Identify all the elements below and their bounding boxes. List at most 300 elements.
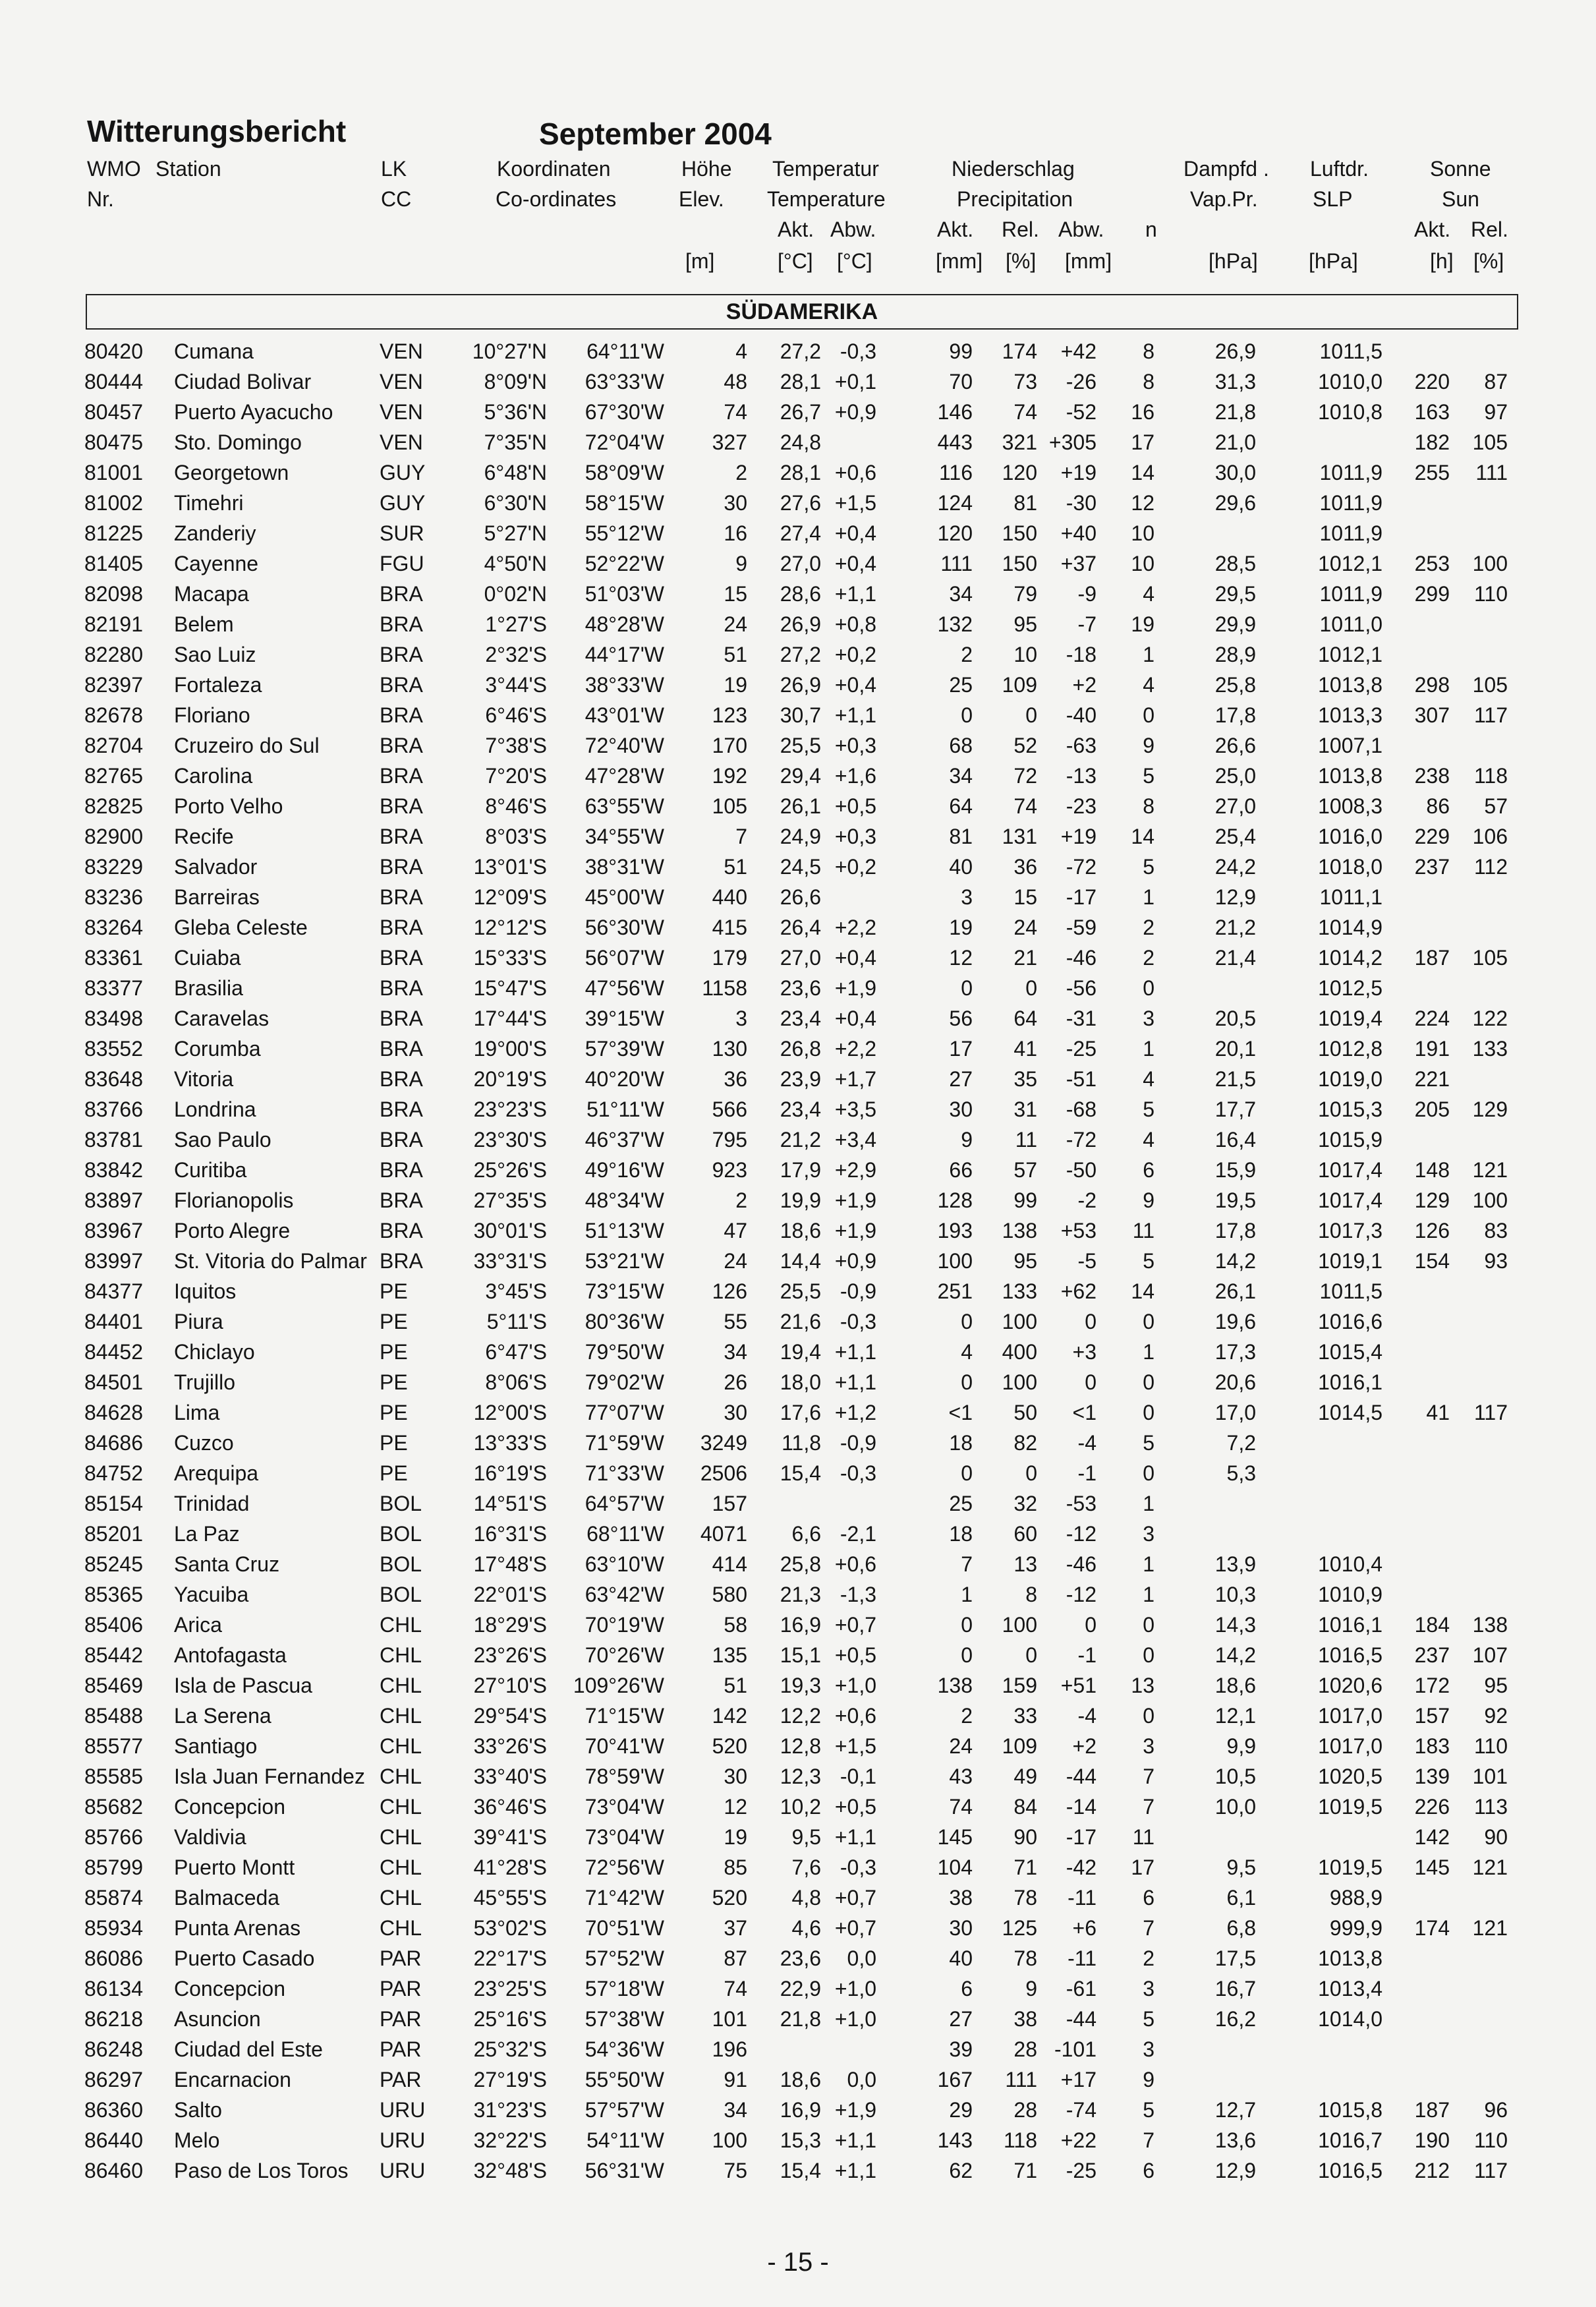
prec-rel-cell: 120 [1002,461,1037,484]
table-row [0,1337,1596,1367]
station-name-cell: Isla Juan Fernandez [174,1765,365,1788]
latitude-cell: 23°25'S [473,1977,547,2000]
sun-akt-cell: 238 [1414,764,1450,788]
prec-abw-cell: -31 [1066,1007,1097,1030]
country-code-cell: BRA [380,855,423,879]
country-code-cell: GUY [380,491,426,515]
longitude-cell: 73°15'W [584,1279,664,1303]
table-row [0,1883,1596,1913]
station-name-cell: Londrina [174,1097,256,1121]
temp-akt-cell: 27,0 [780,946,821,970]
temp-abw-cell: -1,3 [840,1583,876,1606]
prec-akt-cell: 64 [949,794,973,818]
station-name-cell: Concepcion [174,1977,285,2000]
prec-rel-cell: 0 [1025,1461,1037,1485]
temp-abw-cell: +1,0 [834,1674,876,1697]
vapour-pressure-cell: 26,1 [1214,1279,1256,1303]
table-row [0,973,1596,1003]
prec-abw-cell: -44 [1066,2007,1097,2031]
latitude-cell: 15°33'S [473,946,547,970]
latitude-cell: 29°54'S [473,1704,547,1728]
prec-days-cell: 0 [1143,1461,1154,1485]
prec-akt-cell: 2 [961,643,973,666]
table-row [0,1003,1596,1034]
wmo-number-cell: 84501 [84,1370,143,1394]
hdr-temp-abw: Abw. [830,218,876,241]
temp-akt-cell: 30,7 [780,703,821,727]
temp-abw-cell: +0,4 [834,1007,876,1030]
table-row [0,1701,1596,1731]
wmo-number-cell: 85577 [84,1734,143,1758]
prec-rel-cell: 60 [1013,1522,1037,1546]
prec-abw-cell: -25 [1066,2159,1097,2182]
country-code-cell: BRA [380,1128,423,1152]
station-name-cell: Porto Alegre [174,1219,291,1242]
latitude-cell: 22°01'S [473,1583,547,1606]
country-code-cell: PAR [380,1977,422,2000]
title-row [87,113,1537,156]
sun-rel-cell: 83 [1484,1219,1508,1242]
prec-days-cell: 8 [1143,794,1154,818]
station-name-cell: Santa Cruz [174,1552,280,1576]
elevation-cell: 415 [712,916,747,939]
sun-rel-cell: 117 [1473,1401,1508,1424]
sea-level-pressure-cell: 1014,2 [1318,946,1382,970]
sun-rel-cell: 122 [1472,1007,1508,1030]
prec-akt-cell: 2 [961,1704,973,1728]
sun-rel-cell: 92 [1484,1704,1508,1728]
vapour-pressure-cell: 6,8 [1226,1916,1256,1940]
sun-rel-cell: 129 [1472,1097,1508,1121]
latitude-cell: 8°06'S [485,1370,547,1394]
temp-akt-cell: 11,8 [782,1431,821,1455]
table-row [0,518,1596,548]
prec-rel-cell: 49 [1013,1765,1037,1788]
prec-rel-cell: 131 [1002,825,1037,848]
sun-akt-cell: 226 [1414,1795,1450,1819]
elevation-cell: 74 [724,1977,747,2000]
wmo-number-cell: 82704 [84,734,143,757]
vapour-pressure-cell: 28,9 [1214,643,1256,666]
sun-rel-cell: 105 [1472,430,1508,454]
prec-days-cell: 17 [1131,430,1154,454]
elevation-cell: 91 [724,2068,747,2091]
elevation-cell: 30 [724,1765,747,1788]
sun-rel-cell: 117 [1473,2159,1508,2182]
latitude-cell: 8°46'S [485,794,547,818]
table-row [0,609,1596,639]
hdr-elev: Elev. [679,187,724,211]
elevation-cell: 327 [712,430,747,454]
temp-abw-cell: +0,4 [834,673,876,697]
country-code-cell: URU [380,2128,426,2152]
station-name-cell: Concepcion [174,1795,285,1819]
longitude-cell: 70°41'W [584,1734,664,1758]
table-row [0,882,1596,912]
elevation-cell: 923 [712,1158,747,1182]
temp-abw-cell: +0,7 [834,1916,876,1940]
prec-abw-cell: +2 [1072,1734,1097,1758]
region-label: SÜDAMERIKA [726,299,878,324]
prec-days-cell: 3 [1143,1977,1154,2000]
country-code-cell: BOL [380,1492,422,1515]
wmo-number-cell: 84752 [84,1461,143,1485]
station-name-cell: Puerto Casado [174,1946,315,1970]
wmo-number-cell: 83766 [84,1097,143,1121]
sun-akt-cell: 163 [1414,400,1450,424]
station-name-cell: Cayenne [174,552,259,575]
longitude-cell: 71°42'W [584,1886,664,1910]
wmo-number-cell: 81002 [84,491,143,515]
country-code-cell: PE [380,1401,408,1424]
longitude-cell: 52°22'W [584,552,664,575]
temp-akt-cell: 19,4 [780,1340,821,1364]
prec-rel-cell: 159 [1002,1674,1037,1697]
prec-akt-cell: 143 [937,2128,973,2152]
prec-days-cell: 4 [1143,1067,1154,1091]
prec-days-cell: 2 [1143,916,1154,939]
prec-rel-cell: 15 [1013,885,1037,909]
station-name-cell: Yacuiba [174,1583,249,1606]
prec-abw-cell: -59 [1066,916,1097,939]
prec-rel-cell: 50 [1013,1401,1037,1424]
prec-akt-cell: 0 [961,1643,973,1667]
table-row [0,1064,1596,1094]
prec-rel-cell: 100 [1002,1370,1037,1394]
longitude-cell: 56°30'W [584,916,664,939]
country-code-cell: CHL [380,1916,422,1940]
temp-akt-cell: 28,1 [780,461,821,484]
prec-abw-cell: -42 [1066,1855,1097,1879]
prec-rel-cell: 321 [1002,430,1037,454]
temp-abw-cell: -0,3 [840,339,876,363]
hdr-prec-rel-unit: [%] [1006,249,1037,273]
elevation-cell: 24 [724,1249,747,1273]
prec-abw-cell: -50 [1066,1158,1097,1182]
sun-akt-cell: 212 [1414,2159,1450,2182]
prec-akt-cell: 145 [937,1825,973,1849]
station-name-cell: Timehri [174,491,244,515]
prec-abw-cell: -1 [1077,1461,1097,1485]
country-code-cell: BRA [380,703,423,727]
temp-akt-cell: 23,6 [780,1946,821,1970]
table-row [0,1519,1596,1549]
temp-abw-cell: +1,1 [834,2159,876,2182]
latitude-cell: 2°32'S [485,643,547,666]
elevation-cell: 74 [724,400,747,424]
prec-abw-cell: +37 [1060,552,1097,575]
prec-rel-cell: 0 [1025,1643,1037,1667]
prec-rel-cell: 111 [1005,2068,1037,2091]
elevation-cell: 105 [712,794,747,818]
temp-abw-cell: +2,2 [834,916,876,939]
latitude-cell: 7°35'N [484,430,547,454]
temp-abw-cell: -0,3 [840,1310,876,1333]
wmo-number-cell: 83781 [84,1128,143,1152]
hdr-sonne: Sonne [1430,157,1491,181]
temp-abw-cell: +0,8 [834,612,876,636]
temp-akt-cell: 25,8 [780,1552,821,1576]
wmo-number-cell: 86218 [84,2007,143,2031]
longitude-cell: 79°02'W [584,1370,664,1394]
prec-days-cell: 19 [1131,612,1154,636]
hdr-sun-akt-unit: [h] [1430,249,1454,273]
station-name-cell: Cumana [174,339,254,363]
prec-abw-cell: -72 [1066,855,1097,879]
latitude-cell: 14°51'S [473,1492,547,1515]
vapour-pressure-cell: 14,2 [1214,1249,1256,1273]
sea-level-pressure-cell: 1015,9 [1318,1128,1382,1152]
prec-abw-cell: +51 [1060,1674,1097,1697]
prec-rel-cell: 90 [1013,1825,1037,1849]
elevation-cell: 16 [724,521,747,545]
wmo-number-cell: 83648 [84,1067,143,1091]
country-code-cell: BOL [380,1522,422,1546]
wmo-number-cell: 82397 [84,673,143,697]
prec-days-cell: 4 [1143,673,1154,697]
prec-days-cell: 7 [1143,1916,1154,1940]
wmo-number-cell: 85766 [84,1825,143,1849]
wmo-number-cell: 86248 [84,2037,143,2061]
sea-level-pressure-cell: 1012,5 [1318,976,1382,1000]
sun-rel-cell: 106 [1472,825,1508,848]
sun-akt-cell: 190 [1414,2128,1450,2152]
wmo-number-cell: 84377 [84,1279,143,1303]
latitude-cell: 15°47'S [473,976,547,1000]
table-row [0,2034,1596,2064]
latitude-cell: 41°28'S [473,1855,547,1879]
temp-abw-cell: 0,0 [847,2068,876,2091]
hdr-temperature: Temperature [767,187,886,211]
wmo-number-cell: 86360 [84,2098,143,2122]
longitude-cell: 63°55'W [584,794,664,818]
table-row [0,912,1596,943]
prec-rel-cell: 84 [1013,1795,1037,1819]
country-code-cell: PE [380,1340,408,1364]
country-code-cell: PE [380,1310,408,1333]
prec-days-cell: 9 [1143,2068,1154,2091]
wmo-number-cell: 86134 [84,1977,143,2000]
vapour-pressure-cell: 30,0 [1214,461,1256,484]
vapour-pressure-cell: 12,9 [1214,885,1256,909]
temp-akt-cell: 19,3 [780,1674,821,1697]
table-row [0,1246,1596,1276]
wmo-number-cell: 83229 [84,855,143,879]
latitude-cell: 27°35'S [473,1188,547,1212]
temp-akt-cell: 26,4 [780,916,821,939]
vapour-pressure-cell: 20,6 [1214,1370,1256,1394]
elevation-cell: 85 [724,1855,747,1879]
temp-abw-cell: +0,6 [834,1552,876,1576]
latitude-cell: 16°19'S [473,1461,547,1485]
vapour-pressure-cell: 5,3 [1226,1461,1256,1485]
table-row [0,2155,1596,2186]
table-row [0,670,1596,700]
prec-akt-cell: 29 [949,2098,973,2122]
sea-level-pressure-cell: 1013,3 [1318,703,1382,727]
longitude-cell: 34°55'W [584,825,664,848]
sun-rel-cell: 121 [1472,1158,1508,1182]
latitude-cell: 17°48'S [473,1552,547,1576]
country-code-cell: CHL [380,1704,422,1728]
elevation-cell: 7 [735,825,747,848]
prec-abw-cell: -56 [1066,976,1097,1000]
prec-rel-cell: 100 [1002,1310,1037,1333]
sun-akt-cell: 174 [1414,1916,1450,1940]
prec-abw-cell: -13 [1066,764,1097,788]
prec-akt-cell: 7 [961,1552,973,1576]
country-code-cell: CHL [380,1795,422,1819]
temp-akt-cell: 15,3 [780,2128,821,2152]
temp-abw-cell: +1,9 [834,2098,876,2122]
longitude-cell: 38°33'W [584,673,664,697]
prec-akt-cell: 146 [937,400,973,424]
temp-akt-cell: 18,6 [780,1219,821,1242]
temp-akt-cell: 14,4 [780,1249,821,1273]
sun-akt-cell: 183 [1414,1734,1450,1758]
prec-rel-cell: 10 [1013,643,1037,666]
latitude-cell: 36°46'S [473,1795,547,1819]
temp-abw-cell: +0,4 [834,946,876,970]
longitude-cell: 57°39'W [584,1037,664,1061]
station-name-cell: Zanderiy [174,521,256,545]
temp-akt-cell: 17,9 [780,1158,821,1182]
temp-akt-cell: 21,3 [780,1583,821,1606]
latitude-cell: 33°26'S [473,1734,547,1758]
sun-rel-cell: 97 [1484,400,1508,424]
vapour-pressure-cell: 10,0 [1214,1795,1256,1819]
hdr-vappr: Vap.Pr. [1190,187,1258,211]
temp-akt-cell: 6,6 [791,1522,821,1546]
longitude-cell: 78°59'W [584,1765,664,1788]
table-row [0,1852,1596,1883]
prec-days-cell: 8 [1143,339,1154,363]
prec-abw-cell: -18 [1066,643,1097,666]
prec-abw-cell: +19 [1060,825,1097,848]
sea-level-pressure-cell: 1011,9 [1319,582,1382,606]
hdr-prec-akt-unit: [mm] [936,249,983,273]
longitude-cell: 72°04'W [584,430,664,454]
latitude-cell: 12°12'S [473,916,547,939]
prec-akt-cell: 1 [961,1583,973,1606]
temp-akt-cell: 21,8 [780,2007,821,2031]
table-row [0,1610,1596,1640]
prec-abw-cell: -46 [1066,1552,1097,1576]
prec-akt-cell: 40 [949,1946,973,1970]
latitude-cell: 3°44'S [485,673,547,697]
table-row [0,336,1596,366]
longitude-cell: 46°37'W [584,1128,664,1152]
sun-akt-cell: 221 [1414,1067,1450,1091]
station-name-cell: Puerto Ayacucho [174,400,333,424]
station-name-cell: Caravelas [174,1007,270,1030]
prec-abw-cell: -46 [1066,946,1097,970]
wmo-number-cell: 82825 [84,794,143,818]
latitude-cell: 45°55'S [473,1886,547,1910]
prec-abw-cell: -1 [1077,1643,1097,1667]
temp-akt-cell: 23,4 [780,1097,821,1121]
elevation-cell: 4071 [700,1522,747,1546]
latitude-cell: 4°50'N [484,552,547,575]
prec-days-cell: 13 [1131,1674,1154,1697]
prec-days-cell: 0 [1143,1613,1154,1637]
sun-rel-cell: 111 [1475,461,1508,484]
elevation-cell: 580 [712,1583,747,1606]
prec-akt-cell: 25 [949,1492,973,1515]
prec-abw-cell: -17 [1066,885,1097,909]
elevation-cell: 795 [712,1128,747,1152]
sun-akt-cell: 237 [1414,1643,1450,1667]
temp-abw-cell: -0,9 [840,1431,876,1455]
prec-akt-cell: 70 [949,370,973,394]
temp-akt-cell: 27,6 [780,491,821,515]
hdr-temp-akt-unit: [°C] [778,249,813,273]
prec-akt-cell: 120 [937,521,973,545]
latitude-cell: 13°01'S [473,855,547,879]
prec-days-cell: 3 [1143,1007,1154,1030]
sun-akt-cell: 205 [1414,1097,1450,1121]
prec-days-cell: 5 [1143,2098,1154,2122]
sea-level-pressure-cell: 1007,1 [1318,734,1382,757]
prec-days-cell: 6 [1143,1158,1154,1182]
wmo-number-cell: 84452 [84,1340,143,1364]
prec-days-cell: 10 [1131,521,1154,545]
prec-abw-cell: -68 [1066,1097,1097,1121]
temp-abw-cell: +1,1 [834,582,876,606]
country-code-cell: CHL [380,1855,422,1879]
station-name-cell: Puerto Montt [174,1855,295,1879]
vapour-pressure-cell: 19,6 [1214,1310,1256,1333]
sun-rel-cell: 95 [1484,1674,1508,1697]
longitude-cell: 55°12'W [584,521,664,545]
vapour-pressure-cell: 9,5 [1226,1855,1256,1879]
temp-akt-cell: 26,9 [780,612,821,636]
longitude-cell: 39°15'W [584,1007,664,1030]
vapour-pressure-cell: 10,3 [1214,1583,1256,1606]
temp-akt-cell: 24,8 [780,430,821,454]
table-row [0,1094,1596,1124]
prec-days-cell: 11 [1132,1825,1154,1849]
prec-rel-cell: 81 [1013,491,1037,515]
prec-abw-cell: -9 [1077,582,1097,606]
sun-akt-cell: 187 [1414,2098,1450,2122]
vapour-pressure-cell: 6,1 [1226,1886,1256,1910]
temp-abw-cell: +1,1 [834,1340,876,1364]
prec-days-cell: 6 [1143,1886,1154,1910]
prec-rel-cell: 78 [1013,1886,1037,1910]
wmo-number-cell: 81225 [84,521,143,545]
sun-akt-cell: 172 [1414,1674,1450,1697]
temp-abw-cell: -2,1 [840,1522,876,1546]
wmo-number-cell: 86460 [84,2159,143,2182]
station-name-cell: Corumba [174,1037,261,1061]
prec-rel-cell: 73 [1013,370,1037,394]
vapour-pressure-cell: 13,9 [1214,1552,1256,1576]
prec-abw-cell: +53 [1060,1219,1097,1242]
sun-akt-cell: 182 [1414,430,1450,454]
sun-akt-cell: 86 [1426,794,1450,818]
prec-akt-cell: 38 [949,1886,973,1910]
country-code-cell: VEN [380,370,423,394]
sun-rel-cell: 90 [1484,1825,1508,1849]
sun-akt-cell: 253 [1414,552,1450,575]
hdr-temp-abw-unit: [°C] [837,249,872,273]
temp-abw-cell: +1,0 [834,1977,876,2000]
latitude-cell: 16°31'S [473,1522,547,1546]
temp-akt-cell: 27,2 [780,339,821,363]
wmo-number-cell: 85442 [84,1643,143,1667]
prec-rel-cell: 109 [1002,673,1037,697]
